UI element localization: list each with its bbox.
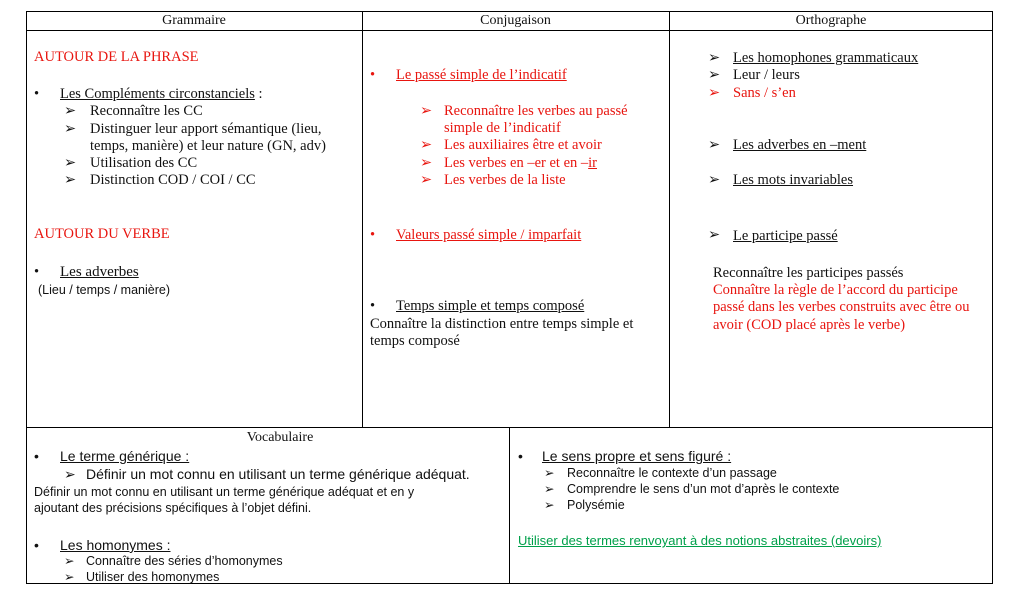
arrow-icon: ➢ [708,67,721,83]
regle-accord: avoir (COD placé après le verbe) [713,317,906,333]
bullet-icon: • [518,448,523,464]
arrow-icon: ➢ [64,121,77,137]
arrow-icon: ➢ [64,554,75,568]
arrow-icon: ➢ [544,498,555,512]
arrow-icon: ➢ [420,103,433,119]
mots-invariables: Les mots invariables [733,172,854,188]
adverbes-detail: (Lieu / temps / manière) [38,283,170,297]
divider [669,11,670,428]
arrow-icon: ➢ [544,482,555,496]
ps-item: Les auxiliaires être et avoir [444,137,602,153]
homophones-title: Les homophones grammaticaux [733,50,919,66]
ps-item: Les verbes en –er et en –ir [444,155,597,171]
bullet-icon: • [370,298,376,314]
bullet-icon: • [34,86,40,102]
arrow-icon: ➢ [544,466,555,480]
cc-title: Les Compléments circonstanciels : [60,86,263,102]
abstraits-text: Utiliser des termes renvoyant à des notions abstraites (devoirs) [518,533,882,548]
sens-title: Le sens propre et sens figuré : [542,448,732,464]
bullet-icon: • [34,537,39,553]
ps-item: Les verbes de la liste [444,172,566,188]
bullet-icon: • [370,67,376,83]
arrow-icon: ➢ [64,172,77,188]
arrow-icon: ➢ [64,466,76,482]
sans-item: Sans / s’en [733,85,796,101]
temps-desc: Connaître la distinction entre temps simple et [370,316,634,332]
leur-item: Leur / leurs [733,67,800,83]
bullet-icon: • [34,264,40,280]
ps-item: Reconnaître les verbes au passé [444,103,628,119]
header-grammaire: Grammaire [162,13,226,28]
arrow-icon: ➢ [64,155,77,171]
arrow-icon: ➢ [708,172,721,188]
arrow-icon: ➢ [64,103,77,119]
valeurs-title: Valeurs passé simple / imparfait [396,227,582,243]
reconnaitre-participes: Reconnaître les participes passés [713,265,904,281]
sens-item: Reconnaître le contexte d’un passage [567,466,777,480]
cc-item: Distinguer leur apport sémantique (lieu, [90,121,322,137]
cc-item: temps, manière) et leur nature (GN, adv) [90,138,326,154]
bullet-icon: • [34,448,39,464]
adverbes-ment: Les adverbes en –ment [733,137,867,153]
ps-item: simple de l’indicatif [444,120,561,136]
divider [509,427,510,584]
arrow-icon: ➢ [708,85,721,101]
regle-accord: passé dans les verbes construits avec être ou [713,299,970,315]
cc-item: Utilisation des CC [90,155,198,171]
temps-desc: temps composé [370,333,460,349]
section-autour-phrase: AUTOUR DE LA PHRASE [34,49,199,65]
arrow-icon: ➢ [64,570,75,584]
temps-title: Temps simple et temps composé [396,298,585,314]
arrow-icon: ➢ [420,155,433,171]
arrow-icon: ➢ [420,137,433,153]
section-autour-verbe: AUTOUR DU VERBE [34,226,170,242]
homonymes-item: Utiliser des homonymes [86,570,220,584]
regle-accord: Connaître la règle de l’accord du participe [713,282,958,298]
sens-item: Polysémie [567,498,625,512]
generique-desc: ajoutant des précisions spécifiques à l’objet défini. [34,501,312,515]
bullet-icon: • [370,227,376,243]
homonymes-title: Les homonymes : [60,537,171,553]
homonymes-item: Connaître des séries d’homonymes [86,554,283,568]
terme-generique-title: Le terme générique : [60,448,190,464]
divider [26,30,993,31]
generique-desc: Définir un mot connu en utilisant un terme générique adéquat et en y [34,485,415,499]
cc-item: Distinction COD / COI / CC [90,172,256,188]
cc-item: Reconnaître les CC [90,103,203,119]
generique-arrow-item: Définir un mot connu en utilisant un terme générique adéquat. [86,466,470,482]
participe-title: Le participe passé [733,228,838,244]
sens-item: Comprendre le sens d’un mot d’après le contexte [567,482,840,496]
arrow-icon: ➢ [708,50,721,66]
divider [362,11,363,428]
header-orthographe: Orthographe [795,13,867,28]
header-vocabulaire: Vocabulaire [246,430,314,445]
passe-simple-title: Le passé simple de l’indicatif [396,67,567,83]
header-conjugaison: Conjugaison [480,13,551,28]
adverbes-title: Les adverbes [60,264,139,280]
arrow-icon: ➢ [708,137,721,153]
arrow-icon: ➢ [420,172,433,188]
arrow-icon: ➢ [708,227,721,243]
